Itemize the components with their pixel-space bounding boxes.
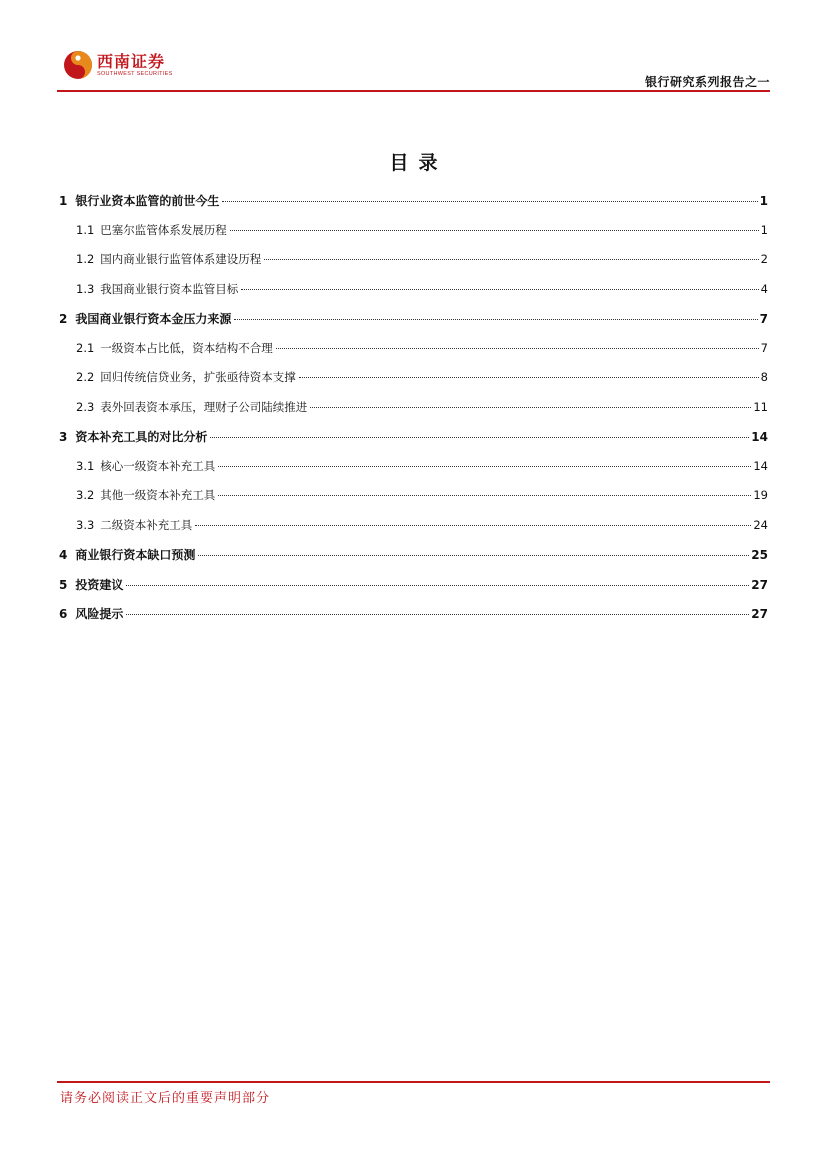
toc-page-number: 19 (753, 488, 768, 502)
toc-page-number: 14 (751, 430, 768, 444)
toc-entry-title: 风险提示 (75, 607, 124, 621)
toc-entry-number: 1.3 (76, 281, 95, 296)
toc-section-entry[interactable] (59, 222, 768, 252)
report-series-title: 银行研究系列报告之一 (644, 75, 770, 89)
toc-entry-title: 巴塞尔监管体系发展历程 (100, 222, 227, 237)
toc-section-entry[interactable] (59, 369, 768, 399)
toc-entry-title: 我国商业银行资本监管目标 (100, 281, 239, 296)
toc-chapter-entry[interactable] (59, 576, 768, 606)
toc-chapter-entry[interactable] (59, 546, 768, 576)
toc-entry-title: 回归传统信贷业务，扩张亟待资本支撑 (100, 370, 296, 384)
toc-dot-leader (276, 348, 759, 349)
toc-entry-title: 核心一级资本补充工具 (100, 458, 216, 473)
toc-entry-number: 3 (59, 430, 68, 444)
toc-page-number: 27 (751, 607, 768, 621)
toc-chapter-entry[interactable] (59, 310, 768, 340)
toc-page-number: 1 (760, 222, 768, 237)
toc-entry-number: 4 (59, 548, 68, 562)
toc-dot-leader (299, 377, 759, 378)
toc-dot-leader (241, 289, 758, 290)
toc-entry-number: 3.2 (76, 488, 95, 502)
toc-page-number: 8 (760, 370, 768, 384)
toc-section-entry[interactable] (59, 281, 768, 311)
toc-entry-title: 商业银行资本缺口预测 (75, 548, 196, 562)
toc-dot-leader (264, 259, 758, 260)
toc-page-number: 7 (760, 340, 768, 355)
toc-dot-leader (230, 230, 759, 231)
toc-section-entry[interactable] (59, 340, 768, 370)
toc-entry-title: 二级资本补充工具 (100, 517, 193, 532)
table-of-contents (59, 192, 768, 635)
footer-disclaimer: 请务必阅读正文后的重要声明部分 (60, 1091, 271, 1106)
page-header (57, 46, 770, 92)
toc-dot-leader (126, 614, 749, 615)
toc-entry-title: 投资建议 (75, 577, 124, 592)
toc-page-number: 4 (760, 281, 768, 296)
toc-entry-number: 2.2 (76, 370, 95, 384)
toc-dot-leader (195, 525, 751, 526)
toc-page-number: 7 (759, 312, 768, 326)
toc-section-entry[interactable] (59, 251, 768, 281)
toc-entry-number: 6 (59, 607, 68, 621)
toc-entry-number: 3.1 (76, 458, 95, 473)
toc-dot-leader (218, 466, 751, 467)
toc-dot-leader (310, 407, 751, 408)
toc-entry-number: 1.2 (76, 252, 95, 266)
toc-page-number: 27 (751, 577, 768, 592)
toc-dot-leader (198, 555, 749, 556)
toc-entry-number: 2 (59, 312, 68, 326)
toc-dot-leader (210, 437, 749, 438)
toc-entry-title: 资本补充工具的对比分析 (75, 430, 208, 444)
company-logo (63, 50, 173, 80)
toc-dot-leader (218, 495, 751, 496)
toc-chapter-entry[interactable] (59, 192, 768, 222)
toc-entry-number: 3.3 (76, 517, 95, 532)
toc-section-entry[interactable] (59, 517, 768, 547)
toc-section-entry[interactable] (59, 487, 768, 517)
logo-english-name: SOUTHWEST SECURITIES (97, 70, 173, 77)
toc-entry-number: 2.3 (76, 399, 95, 414)
toc-entry-title: 一级资本占比低，资本结构不合理 (100, 340, 273, 355)
toc-entry-number: 1 (59, 194, 68, 208)
toc-entry-title: 表外回表资本承压，理财子公司陆续推进 (100, 399, 308, 414)
toc-page-number: 1 (759, 194, 768, 208)
toc-page-number: 11 (753, 399, 768, 414)
toc-chapter-entry[interactable] (59, 428, 768, 458)
toc-page-number: 25 (751, 548, 768, 562)
footer-divider (57, 1081, 770, 1083)
toc-chapter-entry[interactable] (59, 605, 768, 635)
toc-entry-title: 其他一级资本补充工具 (100, 488, 216, 502)
toc-dot-leader (234, 319, 757, 320)
toc-page-number: 14 (753, 458, 768, 473)
toc-dot-leader (126, 585, 749, 586)
toc-heading: 目录 (389, 152, 448, 174)
toc-page-number: 2 (760, 252, 768, 266)
toc-entry-title: 我国商业银行资本金压力来源 (75, 312, 232, 326)
toc-entry-title: 银行业资本监管的前世今生 (75, 194, 220, 208)
toc-section-entry[interactable] (59, 399, 768, 429)
toc-entry-number: 2.1 (76, 340, 95, 355)
toc-dot-leader (222, 201, 757, 202)
logo-chinese-name: 西南证券 (97, 51, 166, 71)
southwest-securities-logo-icon (63, 50, 93, 80)
toc-entry-number: 1.1 (76, 222, 95, 237)
toc-entry-number: 5 (59, 577, 68, 592)
toc-page-number: 24 (753, 517, 768, 532)
toc-section-entry[interactable] (59, 458, 768, 488)
header-divider (57, 90, 770, 92)
toc-entry-title: 国内商业银行监管体系建设历程 (100, 252, 262, 266)
